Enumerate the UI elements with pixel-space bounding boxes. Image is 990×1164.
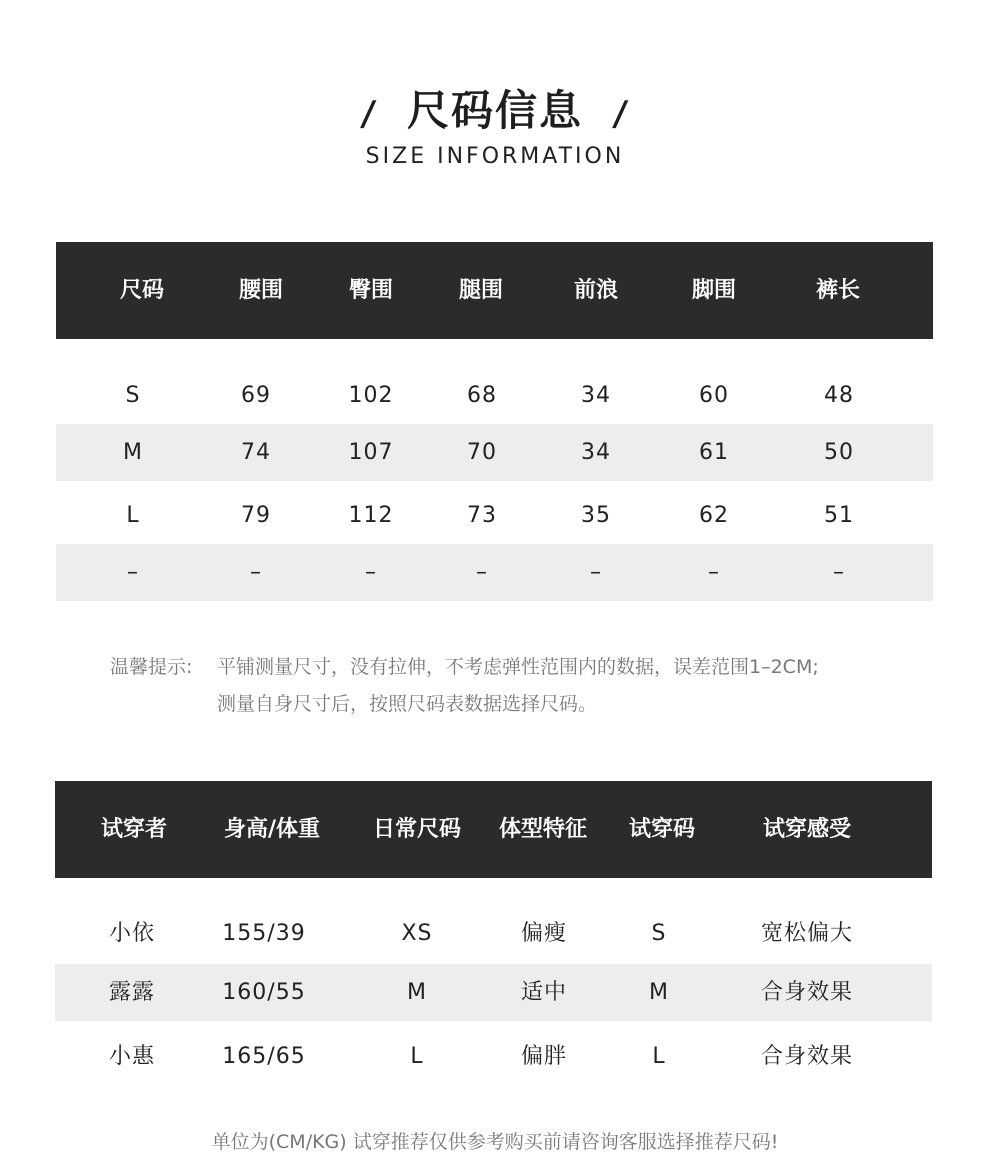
table-cell: 合身效果 xyxy=(760,1044,854,1069)
table-cell: 74 xyxy=(241,440,271,465)
title-slash-left: / xyxy=(359,94,380,134)
table-cell: – xyxy=(590,560,602,585)
table-cell: 60 xyxy=(699,383,729,408)
tryon-header-cell: 体型特征 xyxy=(498,817,588,842)
table-cell: 偏瘦 xyxy=(520,921,568,946)
table-row xyxy=(55,964,932,1021)
table-cell: 偏胖 xyxy=(520,1044,568,1069)
footer-note: 单位为(CM/KG) 试穿推荐仅供参考购买前请咨询客服选择推荐尺码! xyxy=(211,1131,779,1153)
table-cell: L xyxy=(126,503,140,528)
size-header-cell: 腿围 xyxy=(458,278,504,303)
table-cell: 79 xyxy=(241,503,271,528)
title-slash-right: / xyxy=(610,94,631,134)
table-cell: 107 xyxy=(348,440,394,465)
table-cell: – xyxy=(127,560,139,585)
table-cell: 69 xyxy=(241,383,271,408)
table-cell: 露露 xyxy=(108,980,156,1005)
tryon-header-cell: 试穿感受 xyxy=(762,817,852,842)
title-row xyxy=(0,78,990,138)
table-cell: S xyxy=(651,921,667,946)
table-cell: – xyxy=(250,560,262,585)
table-cell: 适中 xyxy=(520,980,568,1005)
table-cell: L xyxy=(652,1044,666,1069)
table-cell: 小依 xyxy=(108,921,156,946)
table-row xyxy=(55,1028,932,1085)
size-header-cell: 裤长 xyxy=(815,278,861,303)
table-cell: 70 xyxy=(467,440,497,465)
size-table-header xyxy=(56,242,933,339)
tryon-header-cell: 试穿码 xyxy=(628,817,696,842)
table-row xyxy=(56,424,933,481)
table-cell: 小惠 xyxy=(108,1044,156,1069)
size-header-cell: 臀围 xyxy=(348,278,394,303)
note-label: 温馨提示: xyxy=(110,656,193,678)
size-header-cell: 腰围 xyxy=(238,278,284,303)
table-cell: 宽松偏大 xyxy=(760,921,854,946)
page-subtitle: SIZE INFORMATION xyxy=(365,144,625,169)
table-cell: 合身效果 xyxy=(760,980,854,1005)
table-cell: 155/39 xyxy=(222,921,306,946)
tryon-header-cell: 日常尺码 xyxy=(372,817,462,842)
table-cell: 102 xyxy=(348,383,394,408)
size-header-cell: 前浪 xyxy=(573,278,619,303)
table-cell: – xyxy=(833,560,845,585)
table-row xyxy=(56,367,933,424)
tryon-table xyxy=(55,781,932,1091)
table-row xyxy=(55,905,932,962)
table-cell: XS xyxy=(401,921,433,946)
table-cell: 73 xyxy=(467,503,497,528)
table-cell: 48 xyxy=(824,383,854,408)
table-cell: 34 xyxy=(581,440,611,465)
table-cell: 61 xyxy=(699,440,729,465)
table-cell: 35 xyxy=(581,503,611,528)
table-row xyxy=(56,544,933,601)
table-cell: 62 xyxy=(699,503,729,528)
table-cell: M xyxy=(123,440,143,465)
table-cell: 112 xyxy=(348,503,394,528)
table-cell: S xyxy=(125,383,141,408)
note-line-1: 平铺测量尺寸，没有拉伸，不考虑弹性范围内的数据，误差范围1–2CM; xyxy=(217,656,819,678)
tryon-header-cell: 身高/体重 xyxy=(223,817,321,842)
table-cell: 160/55 xyxy=(222,980,306,1005)
table-cell: M xyxy=(407,980,427,1005)
tryon-table-header xyxy=(55,781,932,878)
tryon-header-cell: 试穿者 xyxy=(100,817,168,842)
table-cell: – xyxy=(476,560,488,585)
table-row xyxy=(56,487,933,544)
table-cell: 68 xyxy=(467,383,497,408)
table-cell: – xyxy=(708,560,720,585)
table-cell: M xyxy=(649,980,669,1005)
table-cell: – xyxy=(365,560,377,585)
note-line-2: 测量自身尺寸后，按照尺码表数据选择尺码。 xyxy=(217,693,598,715)
size-header-cell: 尺码 xyxy=(119,278,165,303)
table-cell: 50 xyxy=(824,440,854,465)
table-cell: 165/65 xyxy=(222,1044,306,1069)
size-table xyxy=(56,242,933,601)
table-cell: L xyxy=(410,1044,424,1069)
page-title: 尺码信息 xyxy=(406,86,583,135)
table-cell: 51 xyxy=(824,503,854,528)
size-header-cell: 脚围 xyxy=(691,278,737,303)
table-cell: 34 xyxy=(581,383,611,408)
